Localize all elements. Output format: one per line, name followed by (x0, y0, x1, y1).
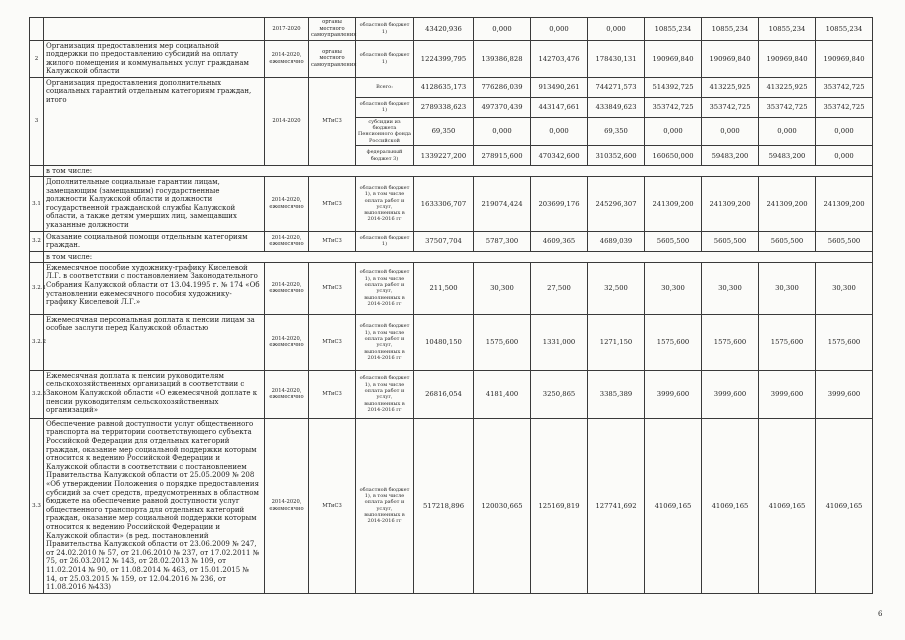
period-cell: 2014-2020, ежемесячно (265, 231, 309, 251)
value-cell: 241309,200 (702, 177, 759, 232)
funding-source-cell: субсидии из бюджета Пенсионного фонда Российской (356, 117, 414, 145)
funding-source-cell: областной бюджет 1) (356, 231, 414, 251)
value-cell: 4181,400 (474, 370, 531, 418)
table-row (30, 370, 873, 418)
table-row (30, 262, 873, 314)
row-number-cell: 3 (30, 77, 44, 165)
value-cell: 4609,365 (531, 231, 588, 251)
value-cell: 5605,500 (645, 231, 702, 251)
value-cell: 5605,500 (816, 231, 873, 251)
value-cell: 3999,600 (816, 370, 873, 418)
value-cell: 413225,925 (702, 77, 759, 97)
executor-cell: МТиСЗ (309, 77, 356, 165)
subheading-cell: в том числе: (44, 166, 873, 177)
value-cell: 41069,165 (645, 418, 702, 593)
value-cell: 26816,054 (414, 370, 474, 418)
value-cell: 30,300 (816, 262, 873, 314)
row-number-cell: 3.1 (30, 177, 44, 232)
row-number-cell: 2 (30, 40, 44, 77)
funding-source-cell: областной бюджет 1) (356, 97, 414, 117)
table-row (30, 166, 873, 177)
value-cell: 0,000 (816, 146, 873, 166)
value-cell: 190969,840 (759, 40, 816, 77)
value-cell: 41069,165 (759, 418, 816, 593)
page-number: 6 (878, 610, 883, 618)
period-cell: 2014-2020, ежемесячно (265, 40, 309, 77)
description-cell: Обеспечение равной доступности услуг общественного транспорта на территории соответствующего субъекта Российской Федерации для отдельных категорий граждан, оказание мер социальной поддержки которым относится к ведению Российской Федерации и Калужской области в соответствии с постановлением Правительства Калужской области от 25.05.2009 № 208 «Об утверждении Положения о порядке предоставления субсидий за счет средств, предусмотренных в областном бюджете на обеспечение равной доступности услуг общественного транспорта для отдельных категорий граждан, оказание мер социальной поддержки которым относится к ведению Российской Федерации и Калужской области» (в ред. постановлений Правительства Калужской области от 23.06.2009 № 247, от 24.02.2010 № 57, от 21.06.2010 № 237, от 17.02.2011 № 75, от 26.03.2012 № 143, от 28.02.2013 № 109, от 11.02.2014 № 90, от 11.08.2014 № 463, от 15.01.2015 № 14, от 25.03.2015 № 159, от 12.04.2016 № 236, от 11.08.2016 №433) (44, 418, 265, 593)
row-number-cell: 3.2 (30, 231, 44, 251)
value-cell: 353742,725 (816, 77, 873, 97)
funding-source-cell: областной бюджет 1), в том числе оплата работ и услуг, выполненных в 2014-2016 гг (356, 177, 414, 232)
period-cell: 2014-2020, ежемесячно (265, 262, 309, 314)
funding-source-cell: областной бюджет 1) (356, 40, 414, 77)
value-cell: 1575,600 (759, 314, 816, 370)
value-cell: 10855,234 (702, 18, 759, 41)
description-cell: Ежемесячное пособие художнику-графику Киселевой Л.Г. в соответствии с постановлением Законодательного Собрания Калужской области от 13.04.1995 г. № 174 «Об установлении ежемесячного пособия художнику-графику Киселевой Л.Г.» (44, 262, 265, 314)
value-cell: 69,350 (588, 117, 645, 145)
value-cell: 470342,600 (531, 146, 588, 166)
value-cell: 10855,234 (645, 18, 702, 41)
value-cell: 0,000 (816, 117, 873, 145)
value-cell: 10855,234 (816, 18, 873, 41)
value-cell: 160650,000 (645, 146, 702, 166)
description-cell: Ежемесячная персональная доплата к пенсии лицам за особые заслуги перед Калужской областью (44, 314, 265, 370)
table-row (30, 177, 873, 232)
value-cell: 211,500 (414, 262, 474, 314)
value-cell: 43420,936 (414, 18, 474, 41)
funding-source-cell: областной бюджет 1), в том числе оплата работ и услуг, выполненных в 2014-2016 гг (356, 262, 414, 314)
row-number-cell (30, 166, 44, 177)
value-cell: 5605,500 (702, 231, 759, 251)
value-cell: 3999,600 (645, 370, 702, 418)
budget-table (29, 17, 873, 594)
period-cell: 2014-2020, ежемесячно (265, 418, 309, 593)
value-cell: 1271,150 (588, 314, 645, 370)
value-cell: 203699,176 (531, 177, 588, 232)
value-cell: 30,300 (702, 262, 759, 314)
table-row (30, 418, 873, 593)
value-cell: 0,000 (474, 18, 531, 41)
value-cell: 59483,200 (759, 146, 816, 166)
row-number-cell: 3.2.2 (30, 314, 44, 370)
description-cell: Организация предоставления дополнительных социальных гарантий отдельным категориям граждан, итого (44, 77, 265, 165)
value-cell: 3999,600 (702, 370, 759, 418)
description-cell: Дополнительные социальные гарантии лицам, замещающим (замещавшим) государственные должности Калужской области и должности государственной гражданской службы Калужской области, а также детям умерших лиц, замещавших указанные должности (44, 177, 265, 232)
value-cell: 10855,234 (759, 18, 816, 41)
value-cell: 1224399,795 (414, 40, 474, 77)
table-row (30, 251, 873, 262)
value-cell: 4689,039 (588, 231, 645, 251)
description-cell (44, 18, 265, 41)
value-cell: 776286,039 (474, 77, 531, 97)
value-cell: 0,000 (531, 117, 588, 145)
value-cell: 3250,865 (531, 370, 588, 418)
row-number-cell (30, 18, 44, 41)
value-cell: 125169,819 (531, 418, 588, 593)
description-cell: Оказание социальной помощи отдельным категориям граждан. (44, 231, 265, 251)
table-row (30, 18, 873, 41)
row-number-cell: 3.2.1 (30, 262, 44, 314)
funding-source-cell: областной бюджет 1), в том числе оплата работ и услуг, выполненных в 2014-2016 гг (356, 418, 414, 593)
value-cell: 1575,600 (474, 314, 531, 370)
executor-cell: МТиСЗ (309, 314, 356, 370)
value-cell: 5787,300 (474, 231, 531, 251)
value-cell: 1575,600 (702, 314, 759, 370)
value-cell: 37507,704 (414, 231, 474, 251)
value-cell: 1575,600 (645, 314, 702, 370)
value-cell: 497370,439 (474, 97, 531, 117)
executor-cell: МТиСЗ (309, 418, 356, 593)
value-cell: 744271,573 (588, 77, 645, 97)
value-cell: 1633306,707 (414, 177, 474, 232)
funding-source-cell: областной бюджет 1), в том числе оплата работ и услуг, выполненных в 2014-2016 гг (356, 314, 414, 370)
period-cell: 2014-2020 (265, 77, 309, 165)
executor-cell: МТиСЗ (309, 177, 356, 232)
value-cell: 353742,725 (645, 97, 702, 117)
value-cell: 241309,200 (759, 177, 816, 232)
value-cell: 0,000 (702, 117, 759, 145)
value-cell: 190969,840 (702, 40, 759, 77)
value-cell: 27,500 (531, 262, 588, 314)
value-cell: 120030,665 (474, 418, 531, 593)
value-cell: 353742,725 (816, 97, 873, 117)
value-cell: 310352,600 (588, 146, 645, 166)
table-row (30, 231, 873, 251)
funding-source-cell: Всего: (356, 77, 414, 97)
funding-source-cell: федеральный бюджет 3) (356, 146, 414, 166)
value-cell: 5605,500 (759, 231, 816, 251)
value-cell: 0,000 (474, 117, 531, 145)
value-cell: 0,000 (531, 18, 588, 41)
value-cell: 219074,424 (474, 177, 531, 232)
value-cell: 139386,828 (474, 40, 531, 77)
value-cell: 127741,692 (588, 418, 645, 593)
value-cell: 1339227,200 (414, 146, 474, 166)
table-row (30, 40, 873, 77)
value-cell: 514392,725 (645, 77, 702, 97)
subheading-cell: в том числе: (44, 251, 873, 262)
value-cell: 2789338,623 (414, 97, 474, 117)
value-cell: 0,000 (645, 117, 702, 145)
value-cell: 30,300 (645, 262, 702, 314)
value-cell: 0,000 (759, 117, 816, 145)
value-cell: 10480,150 (414, 314, 474, 370)
value-cell: 4128635,173 (414, 77, 474, 97)
value-cell: 413225,925 (759, 77, 816, 97)
value-cell: 3999,600 (759, 370, 816, 418)
value-cell: 41069,165 (816, 418, 873, 593)
table-row (30, 314, 873, 370)
value-cell: 433849,623 (588, 97, 645, 117)
value-cell: 278915,600 (474, 146, 531, 166)
value-cell: 30,300 (759, 262, 816, 314)
value-cell: 41069,165 (702, 418, 759, 593)
row-number-cell: 3.3 (30, 418, 44, 593)
value-cell: 241309,200 (816, 177, 873, 232)
period-cell: 2014-2020, ежемесячно (265, 314, 309, 370)
value-cell: 1575,600 (816, 314, 873, 370)
executor-cell: органы местного самоуправления (309, 40, 356, 77)
row-number-cell: 3.2.3 (30, 370, 44, 418)
value-cell: 178430,131 (588, 40, 645, 77)
value-cell: 913490,261 (531, 77, 588, 97)
executor-cell: органы местного самоуправления (309, 18, 356, 41)
table-row (30, 77, 873, 97)
period-cell: 2014-2020, ежемесячно (265, 370, 309, 418)
value-cell: 241309,200 (645, 177, 702, 232)
value-cell: 32,500 (588, 262, 645, 314)
period-cell: 2017-2020 (265, 18, 309, 41)
funding-source-cell: областной бюджет 1), в том числе оплата работ и услуг, выполненных в 2014-2016 гг (356, 370, 414, 418)
value-cell: 1331,000 (531, 314, 588, 370)
executor-cell: МТиСЗ (309, 370, 356, 418)
description-cell: Организация предоставления мер социальной поддержки по предоставлению субсидий на оплату жилого помещения и коммунальных услуг гражданам Калужской области (44, 40, 265, 77)
period-cell: 2014-2020, ежемесячно (265, 177, 309, 232)
value-cell: 190969,840 (645, 40, 702, 77)
description-cell: Ежемесячная доплата к пенсии руководителям сельскохозяйственных организаций в соответствии с Законом Калужской области «О ежемесячной доплате к пенсии руководителям сельскохозяйственных организаций» (44, 370, 265, 418)
value-cell: 30,300 (474, 262, 531, 314)
funding-source-cell: областной бюджет 1) (356, 18, 414, 41)
value-cell: 443147,661 (531, 97, 588, 117)
value-cell: 517218,896 (414, 418, 474, 593)
value-cell: 142703,476 (531, 40, 588, 77)
value-cell: 0,000 (588, 18, 645, 41)
executor-cell: МТиСЗ (309, 231, 356, 251)
value-cell: 353742,725 (759, 97, 816, 117)
executor-cell: МТиСЗ (309, 262, 356, 314)
value-cell: 190969,840 (816, 40, 873, 77)
value-cell: 353742,725 (702, 97, 759, 117)
value-cell: 3385,389 (588, 370, 645, 418)
row-number-cell (30, 251, 44, 262)
value-cell: 245296,307 (588, 177, 645, 232)
value-cell: 69,350 (414, 117, 474, 145)
value-cell: 59483,200 (702, 146, 759, 166)
